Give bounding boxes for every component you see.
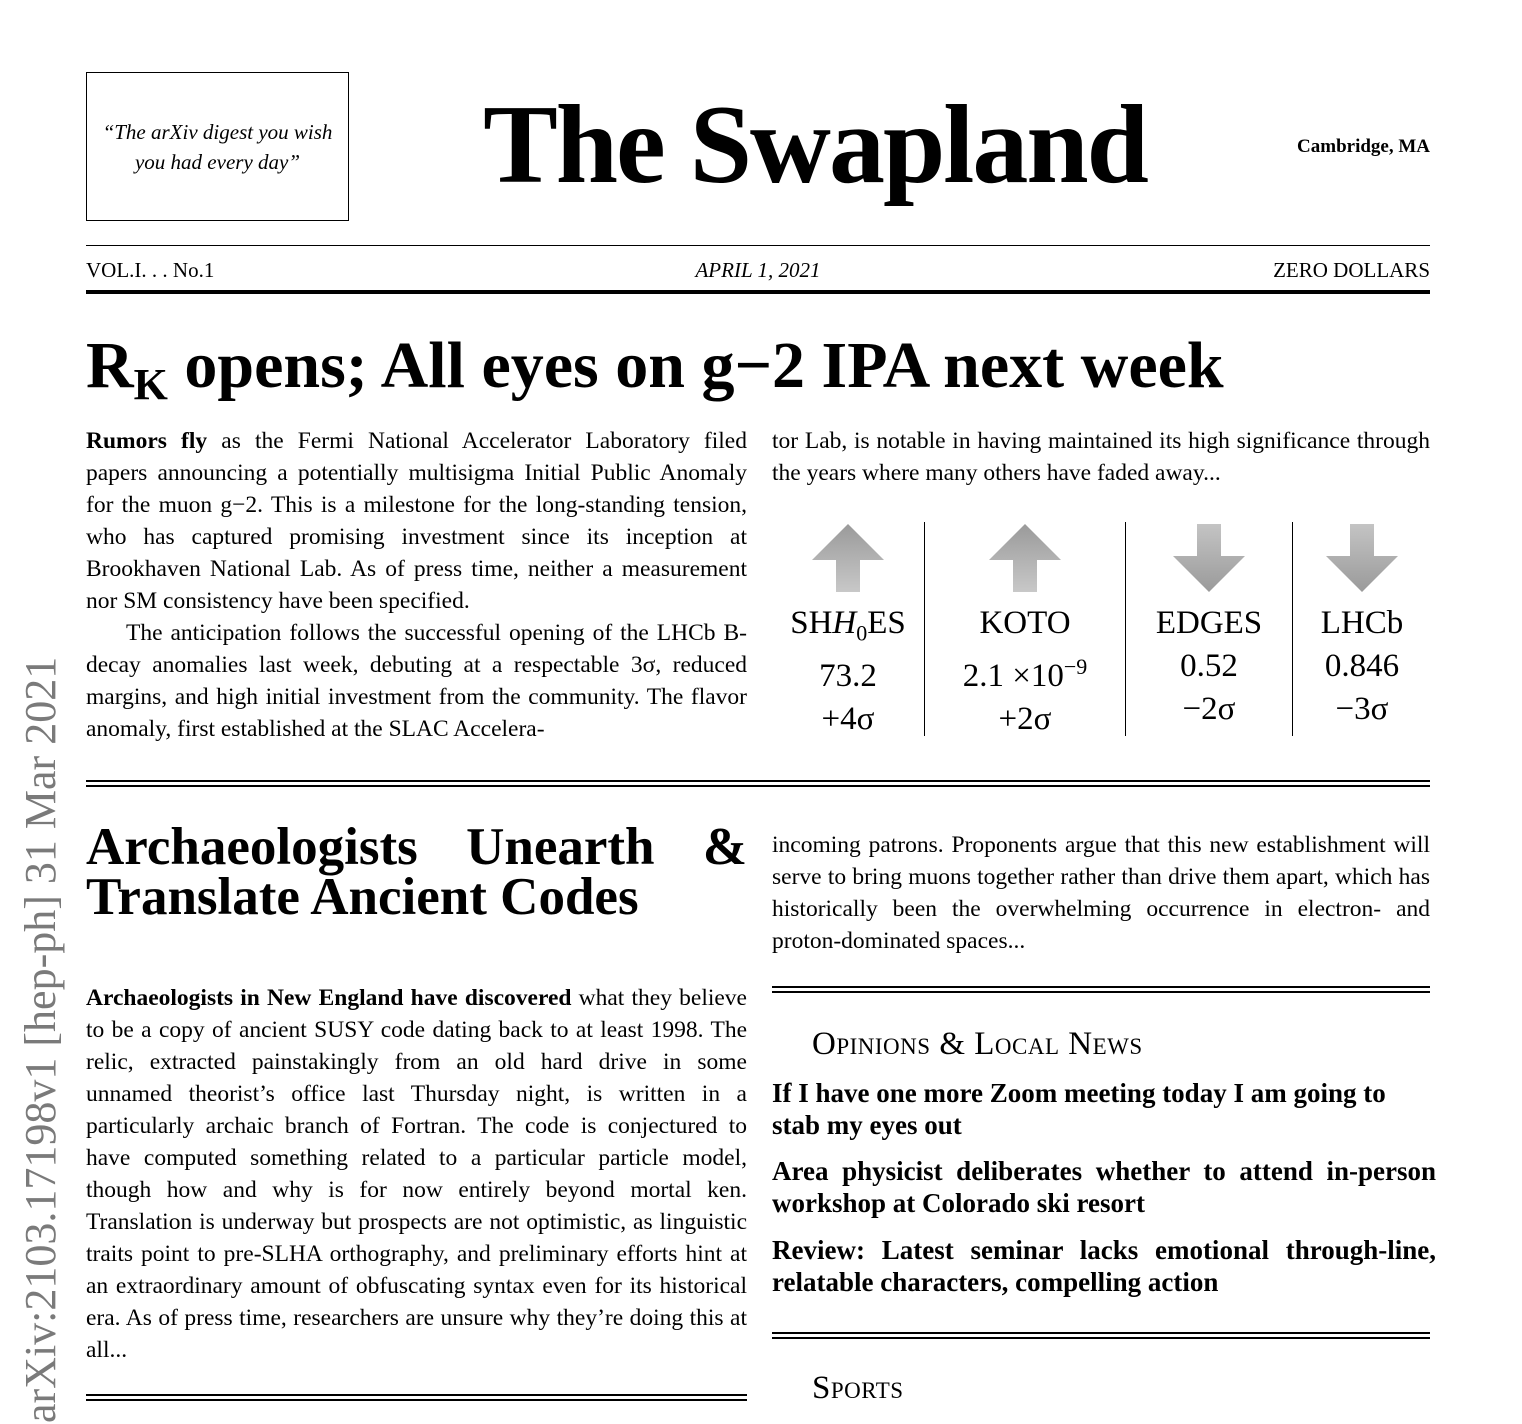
opinions-section-title: Opinions & Local News	[812, 1026, 1143, 1062]
archaeology-paragraph	[86, 982, 747, 1366]
arxiv-stamp-text: arXiv:2103.17198v1 [hep-ph] 31 Mar 2021	[16, 656, 65, 1423]
lead-in: Rumors fly	[86, 428, 208, 454]
ticker-item-koto	[924, 522, 1125, 736]
title-wordmark: The Swapland	[483, 83, 1147, 207]
headline-rest: opens; All eyes on g−2 IPA next week	[167, 329, 1224, 402]
up-arrow-icon	[925, 522, 1125, 596]
opinions-top-rule	[772, 986, 1430, 993]
archaeology-lead-in: Archaeologists in New England have discovered	[86, 985, 572, 1011]
lead-headline	[86, 330, 1224, 421]
sports-top-rule	[772, 1332, 1430, 1339]
ticker-value: 0.52	[1180, 648, 1238, 684]
archaeology-headline: Archaeologists Unearth & Translate Ancient Codes	[86, 818, 747, 926]
ticker-name: LHCb	[1320, 605, 1404, 641]
continued-story	[772, 829, 1430, 957]
archaeology-bottom-rule	[86, 1394, 747, 1401]
ticker-item-shoes	[772, 522, 924, 736]
issue-price: ZERO DOLLARS	[1273, 258, 1430, 282]
volume-number: VOL.I. . . No.1	[86, 258, 215, 282]
ticker-name: KOTO	[979, 605, 1071, 641]
ticker-value: $2.1 \times 10^{-9}$	[962, 654, 1088, 694]
motto-box	[86, 72, 349, 221]
ticker-value: 0.846	[1324, 648, 1400, 684]
arxiv-stamp	[0, 0, 82, 1424]
ticker-item-edges	[1125, 522, 1292, 736]
archaeology-story	[86, 982, 747, 1366]
ticker-change: −2σ	[1182, 691, 1236, 727]
issue-date: APRIL 1, 2021	[695, 258, 821, 282]
issue-info-row	[86, 258, 1430, 284]
newspaper-title	[440, 70, 1190, 220]
headline-r: R	[86, 329, 134, 402]
lead-paragraph-1	[86, 425, 747, 617]
opinion-item: Area physicist deliberates whether to attend in-person workshop at Colorado ski resort	[772, 1156, 1436, 1218]
up-arrow-icon	[772, 522, 924, 596]
headline-subscript: K	[133, 360, 168, 409]
continued-story-text: incoming patrons. Proponents argue that this new establishment will serve to bring muons together rather than drive them apart, which has historically been the overwhelming occurrence in electron- and proton-dominated spaces...	[772, 832, 1430, 954]
location: Cambridge, MA	[1297, 136, 1430, 157]
opinion-item: If I have one more Zoom meeting today I am going to stab my eyes out	[772, 1078, 1386, 1140]
section-divider	[86, 780, 1430, 787]
opinion-item: Review: Latest seminar lacks emotional through-line, relatable characters, compelling action	[772, 1235, 1436, 1297]
ticker-change: +4σ	[821, 700, 875, 737]
lead-paragraph-1-text: as the Fermi National Accelerator Laboratory filed papers announcing a potentially multisigma Initial Public Anomaly for the muon g−2. This is a milestone for the long-standing tension, who has captured promising investment since its inception at Brookhaven National Lab. As of press time, neither a measurement nor SM consistency have been specified.	[86, 428, 747, 614]
ticker-name: EDGES	[1155, 605, 1263, 641]
ticker-change: +2σ	[998, 701, 1052, 737]
ticker-item-lhcb	[1292, 522, 1431, 736]
down-arrow-icon	[1293, 522, 1431, 596]
blackletter-title	[465, 70, 1165, 220]
sports-section-title: Sports	[812, 1370, 904, 1406]
lead-paragraph-3: tor Lab, is notable in having maintained its high significance through the years where many others have faded away...	[772, 428, 1430, 486]
masthead-rule	[86, 245, 1430, 246]
anomaly-ticker	[772, 522, 1432, 736]
lead-story-column-1	[86, 425, 747, 745]
ticker-change: −3σ	[1335, 691, 1389, 727]
lead-paragraph-2: The anticipation follows the successful opening of the LHCb B-decay anomalies last week, debuting at a respectable 3σ, reduced margins, and high initial investment from the community. The flavor anomaly, first established at the SLAC Accelera-	[86, 620, 747, 742]
ticker-value: 73.2	[819, 657, 877, 694]
down-arrow-icon	[1126, 522, 1292, 596]
motto-text: “The arXiv digest you wish you had every day”	[102, 119, 333, 174]
masthead-bottom-rule	[86, 290, 1430, 294]
lead-story-column-2	[772, 425, 1430, 489]
ticker-name: $SHH_0ES$	[790, 605, 906, 646]
archaeology-text: what they believe to be a copy of ancient SUSY code dating back to at least 1998. The relic, extracted painstakingly from an old hard drive in some unnamed theorist’s office last Thursday night, is written in a particularly archaic branch of Fortran. The code is conjectured to have computed something related to a particular particle model, though how and why is for now entirely beyond mortal ken. Translation is underway but prospects are not optimistic, as linguistic traits point to pre-SLHA orthography, and preliminary efforts hint at an extraordinary amount of obfuscating syntax even for its historical era. As of press time, researchers are unsure why they’re doing this at all...	[86, 985, 747, 1363]
